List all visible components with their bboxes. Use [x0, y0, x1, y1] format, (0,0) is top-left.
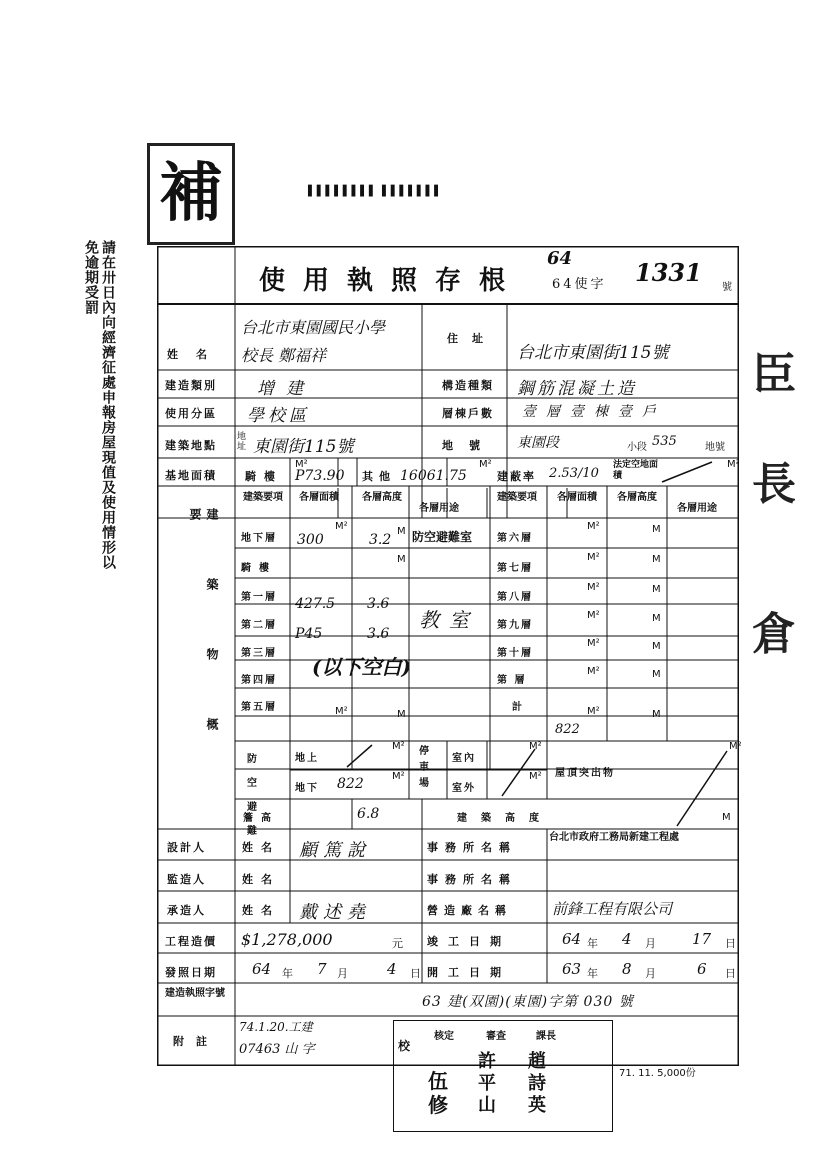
structure-type-label: 構造種類 [442, 379, 494, 392]
year-mark: 64 [547, 248, 573, 269]
above-ground-label: 地上 [295, 753, 319, 764]
unit-m-total: M [652, 709, 661, 720]
right-stamp-1: 臣 [752, 349, 796, 400]
floor-area-header-2: 各層面積 [557, 492, 597, 503]
use-zone-label: 使用分區 [165, 407, 217, 420]
lot-number-value: 535 [652, 434, 677, 449]
floor-height-header-2: 各層高度 [617, 492, 657, 503]
floors-units-label: 層棟戶數 [442, 407, 494, 420]
right-stamp-3: 倉 [752, 609, 796, 660]
supervisor-name-label: 姓名 [242, 873, 280, 886]
supplement-stamp-text: 補 [159, 156, 223, 231]
story-height-label: 簷高 [243, 813, 279, 824]
permit-form [157, 246, 742, 1079]
completion-year-label: 年 [587, 937, 598, 950]
unit-m-9f: M [652, 613, 661, 624]
supervisor-label: 監造人 [167, 873, 206, 886]
unit-sqm-other: M² [479, 459, 492, 470]
other-area-value: 16061.75 [400, 468, 467, 484]
parking-label: 停車場 [419, 746, 429, 789]
f3-note-value: (以下空白) [312, 655, 411, 679]
b1-area-value: 300 [297, 532, 324, 548]
form-title: 使用執照存根 [259, 266, 524, 296]
floor-label-3f: 第三層 [241, 648, 277, 659]
floor-use-header-2: 各層用途 [677, 503, 717, 514]
start-day-label: 日 [725, 967, 736, 980]
unit-sqm-total: M² [587, 706, 600, 717]
building-ratio-label: 建蔽率 [497, 470, 536, 483]
right-stamp-2: 長 [752, 459, 796, 510]
remarks-line-1: 74.1.20.工建 [239, 1020, 313, 1034]
other-label: 其他 [362, 470, 396, 483]
designer-name-value: 顧篤說 [299, 840, 371, 861]
completion-year: 64 [562, 930, 582, 948]
start-day: 6 [697, 960, 707, 978]
approval-label-chief: 課長 [536, 1031, 556, 1042]
base-area-label: 基地面積 [165, 469, 217, 482]
start-year: 63 [562, 960, 582, 978]
issue-year-label: 年 [282, 967, 293, 980]
unit-m-b1: M [397, 526, 406, 537]
open-space-label: 法定空地面積 [613, 460, 659, 481]
issue-year: 64 [252, 960, 272, 978]
issue-month: 7 [317, 960, 327, 978]
start-month: 8 [622, 960, 632, 978]
permit-number-suffix: 號 [722, 282, 732, 293]
building-outline-label: 建築物概要 [188, 508, 219, 788]
cost-value: $1,278,000 [241, 930, 333, 949]
approval-box [393, 1020, 613, 1132]
supervisor-office-label: 事務所名稱 [427, 873, 517, 886]
start-month-label: 月 [645, 967, 656, 980]
unit-m-building-height: M [722, 812, 731, 823]
floor-label-1f: 第一層 [241, 592, 277, 603]
header-seal-marks: ▌▌▌▌▌▌▌▌ ▌▌▌▌▌▌▌ [308, 186, 443, 197]
approval-label-review: 審查 [486, 1031, 506, 1042]
unit-sqm-outdoor: M² [529, 771, 542, 782]
floor-label-8f: 第八層 [497, 592, 533, 603]
issue-date-label: 發照日期 [165, 966, 217, 979]
side-note: 請在卅日內向經濟征處申報房屋現值及使用情形以免逾期受罰 [83, 240, 116, 570]
building-category-label: 建造類別 [165, 379, 217, 392]
address-label: 住址 [447, 332, 497, 345]
unit-sqm-above: M² [392, 741, 405, 752]
floor-label-b1: 地下層 [241, 533, 277, 544]
completion-date-label: 竣工日期 [427, 935, 511, 948]
approval-stamp-2: 許平山 [478, 1051, 496, 1116]
completion-month-label: 月 [645, 937, 656, 950]
floor-label-4f: 第四層 [241, 675, 277, 686]
floors-value: 壹層壹棟壹戶 [522, 404, 666, 420]
f2-area-value: P45 [295, 626, 323, 642]
floor-label-7f: 第七層 [497, 563, 533, 574]
completion-month: 4 [622, 930, 632, 948]
unit-sqm-10f: M² [587, 638, 600, 649]
name-label: 姓名 [167, 348, 225, 361]
unit-sqm-blank: M² [587, 666, 600, 677]
start-date-label: 開工日期 [427, 966, 511, 979]
completion-day-label: 日 [725, 937, 736, 950]
indoor-label: 室內 [452, 753, 476, 764]
f2-height-value: 3.6 [367, 626, 390, 642]
permit-value: 63 建(双園)(東園)字第 030 號 [422, 994, 634, 1010]
unit-m-7f: M [652, 554, 661, 565]
unit-m-blank: M [652, 669, 661, 680]
building-site-label: 建築地點 [165, 439, 217, 452]
floor-label-arcade: 騎樓 [241, 563, 277, 574]
start-year-label: 年 [587, 967, 598, 980]
site-address-value: 東園街115號 [253, 437, 354, 457]
eave-height-value: 6.8 [357, 806, 380, 822]
unit-m-5f: M [397, 709, 406, 720]
floor-use-header: 各層用途 [419, 503, 459, 514]
addr-small-label: 地址 [237, 432, 247, 452]
permit-number-label: 建造執照字號 [165, 988, 225, 999]
structure-value: 鋼筋混凝土造 [517, 379, 637, 399]
address-value: 台北市東園街115號 [517, 343, 669, 363]
remarks-label: 附註 [173, 1035, 219, 1048]
unit-sqm-7f: M² [587, 552, 600, 563]
outdoor-label: 室外 [452, 783, 476, 794]
applicant-value: 台北市東園國民小學 校長 鄭福祥 [241, 318, 386, 365]
unit-m-6f: M [652, 524, 661, 535]
unit-sqm-8f: M² [587, 582, 600, 593]
lot-label: 地號 [442, 439, 496, 452]
cost-label: 工程造價 [165, 935, 217, 948]
below-ground-area-value: 822 [337, 776, 364, 792]
contractor-name-value: 戴述堯 [299, 902, 371, 923]
designer-office-value: 台北市政府工務局新建工程處 [549, 832, 679, 843]
arcade-label: 騎樓 [245, 470, 283, 483]
floor-height-header: 各層高度 [362, 492, 402, 503]
unit-sqm-below: M² [392, 771, 405, 782]
unit-sqm-indoor: M² [529, 741, 542, 752]
permit-number: 1331 [635, 258, 702, 287]
unit-sqm-5f: M² [335, 706, 348, 717]
approval-label-verify: 核定 [434, 1031, 454, 1042]
unit-sqm-roof: M² [729, 741, 742, 752]
contractor-firm-value: 前鋒工程有限公司 [552, 900, 673, 918]
building-height-label: 建築高度 [457, 813, 553, 824]
issue-day: 4 [387, 960, 397, 978]
arcade-area-value: P73.90 [295, 468, 345, 484]
floor-label-5f: 第五層 [241, 702, 277, 713]
remarks-line-2: 07463 山 字 [239, 1042, 315, 1057]
b1-use-value: 防空避難室 [412, 530, 473, 544]
building-items-header: 建築要項 [243, 492, 283, 503]
issue-day-label: 日 [410, 967, 421, 980]
completion-day: 17 [692, 930, 712, 948]
floor-label-2f: 第二層 [241, 620, 277, 631]
floor-area-header: 各層面積 [299, 492, 339, 503]
unit-sqm-9f: M² [587, 610, 600, 621]
zone-value: 學校區 [247, 406, 310, 426]
floor-label-6f: 第六層 [497, 533, 533, 544]
civil-defense-label: 防空避難 [247, 754, 271, 837]
supplement-stamp [147, 143, 235, 245]
floor-label-blank: 第 層 [497, 675, 527, 686]
designer-label: 設計人 [167, 841, 206, 854]
small-section-label: 小段 [627, 442, 647, 453]
permit-prefix: 64使字 [552, 277, 607, 292]
lot-number-label: 地號 [705, 442, 725, 453]
right-edge-stamps [752, 300, 822, 710]
approval-label-school: 校 [398, 1039, 411, 1053]
contractor-name-label: 姓名 [242, 904, 280, 917]
unit-sqm-b1: M² [335, 521, 348, 532]
unit-m-10f: M [652, 641, 661, 652]
ratio-value: 2.53/10 [549, 466, 599, 481]
f1-use-value: 教室 [419, 608, 479, 632]
unit-sqm-arcade: M² [295, 459, 308, 470]
category-value: 增建 [257, 379, 315, 399]
floor-label-total: 計 [512, 702, 524, 713]
unit-sqm-open: M² [727, 459, 740, 470]
designer-name-label: 姓名 [242, 841, 280, 854]
below-ground-label: 地下 [295, 783, 319, 794]
unit-sqm-6f: M² [587, 521, 600, 532]
b1-height-value: 3.2 [369, 532, 392, 548]
contractor-firm-label: 營造廠名稱 [427, 904, 512, 917]
total-area-value: 822 [555, 722, 580, 737]
roof-projection-label: 屋頂突出物 [555, 768, 615, 779]
issue-month-label: 月 [337, 967, 348, 980]
approval-stamp-1: 伍修 [428, 1069, 448, 1117]
f1-area-value: 427.5 [295, 596, 336, 612]
lot-section-value: 東園段 [517, 435, 559, 451]
building-items-header-2: 建築要項 [497, 492, 537, 503]
floor-label-9f: 第九層 [497, 620, 533, 631]
yuan-label: 元 [392, 937, 403, 950]
designer-office-label: 事務所名稱 [427, 841, 517, 854]
contractor-label: 承造人 [167, 904, 206, 917]
print-info: 71. 11. 5,000份 [619, 1068, 696, 1079]
floor-label-10f: 第十層 [497, 648, 533, 659]
f1-height-value: 3.6 [367, 596, 390, 612]
approval-stamp-3: 趙詩英 [528, 1051, 546, 1116]
unit-m-8f: M [652, 584, 661, 595]
unit-m-arcade: M [397, 554, 406, 565]
